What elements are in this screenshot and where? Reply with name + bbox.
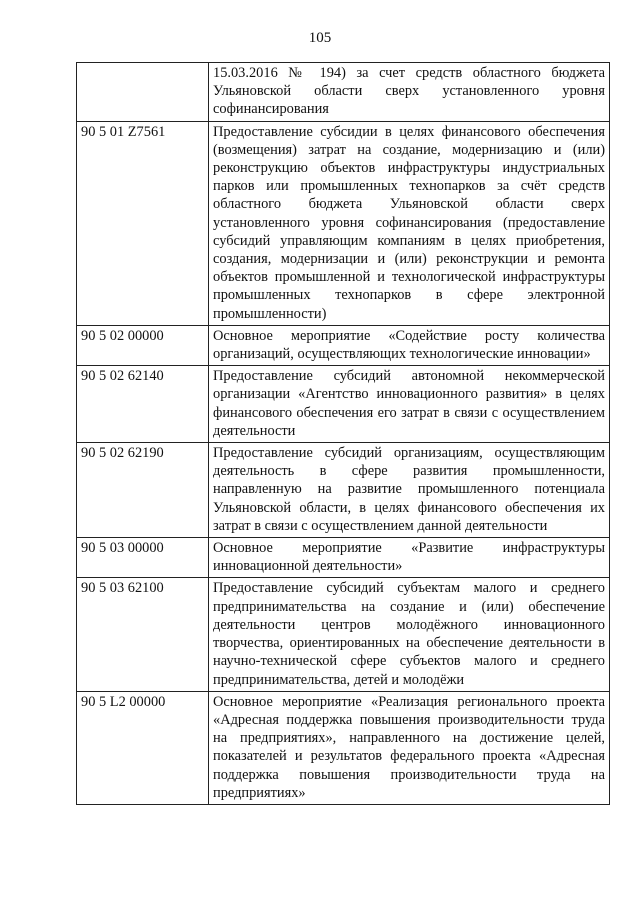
code-cell: 90 5 02 62140 (77, 366, 209, 443)
description-cell: Основное мероприятие «Развитие инфраструктуры инновационной деятельности» (209, 538, 610, 578)
code-cell: 90 5 01 Z7561 (77, 121, 209, 325)
code-cell: 90 5 02 62190 (77, 443, 209, 538)
description-cell: Предоставление субсидий автономной некоммерческой организации «Агентство инновационного развития» в целях финансового обеспечения его затрат в связи с осуществлением деятельности (209, 366, 610, 443)
budget-classification-table (76, 62, 610, 805)
page-number: 105 (308, 30, 332, 46)
code-cell (77, 63, 209, 122)
code-cell: 90 5 03 00000 (77, 538, 209, 578)
table-row (77, 691, 610, 804)
table-row (77, 325, 610, 365)
description-cell: Предоставление субсидии в целях финансового обеспечения (возмещения) затрат на создание, модернизацию и (или) реконструкцию объектов инфраструктуры индустриальных парков или промышленных технопарков за счёт средств областного бюджета Ульяновской области сверх установленного уровня софинансирования (предоставление субсидий управляющим компаниям в целях приобретения, создания, модернизации и (или) реконструкции и ремонта объектов промышленной и технологической инфраструктуры промышленных технопарков в сфере электронной промышленности) (209, 121, 610, 325)
table-row (77, 366, 610, 443)
description-cell: Основное мероприятие «Содействие росту количества организаций, осуществляющих технологические инновации» (209, 325, 610, 365)
table-row (77, 443, 610, 538)
table-row (77, 538, 610, 578)
description-cell: 15.03.2016 № 194) за счет средств областного бюджета Ульяновской области сверх установленного уровня софинансирования (209, 63, 610, 122)
table-row (77, 578, 610, 691)
code-cell: 90 5 02 00000 (77, 325, 209, 365)
code-cell: 90 5 03 62100 (77, 578, 209, 691)
description-cell: Предоставление субсидий субъектам малого и среднего предпринимательства на создание и (или) обеспечение деятельности центров молодёжного инновационного творчества, ориентированных на обеспечение деятельности в научно-технической сфере субъектов малого и среднего предпринимательства, детей и молодёжи (209, 578, 610, 691)
table-row (77, 121, 610, 325)
description-cell: Основное мероприятие «Реализация регионального проекта «Адресная поддержка повышения производительности труда на предприятиях», направленного на достижение целей, показателей и результатов федерального проекта «Адресная поддержка повышения производительности труда на предприятиях» (209, 691, 610, 804)
code-cell: 90 5 L2 00000 (77, 691, 209, 804)
description-cell: Предоставление субсидий организациям, осуществляющим деятельность в сфере развития промышленности, направленную на развитие промышленного потенциала Ульяновской области, в целях финансового обеспечения их затрат в связи с осуществлением данной деятельности (209, 443, 610, 538)
table-row (77, 63, 610, 122)
